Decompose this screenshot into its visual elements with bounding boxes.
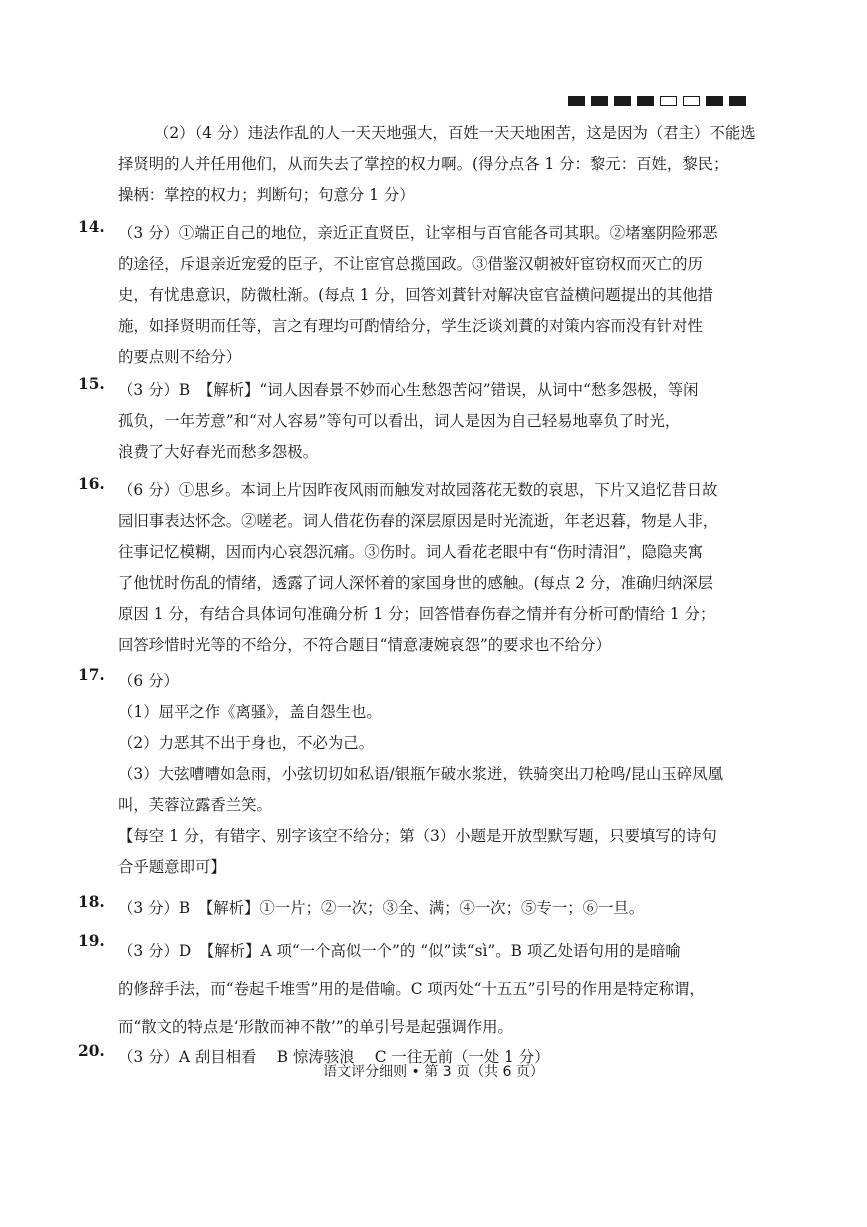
filled-square-mark xyxy=(729,96,746,106)
text-line: 园旧事表达怀念。②嗟老。词人借花伤春的深层原因是时光流逝，年老迟暮，物是人非， xyxy=(118,512,719,530)
text-line: 操柄：掌控的权力；判断句；句意分 1 分） xyxy=(118,186,415,204)
empty-square-mark xyxy=(660,96,677,106)
text-line: 【每空 1 分，有错字、别字该空不给分；第（3）小题是开放型默写题，只要填写的诗句 xyxy=(118,827,717,845)
text-line: 往事记忆模糊，因而内心哀怨沉痛。③伤时。词人看花老眼中有“伤时清泪”，隐隐夹寓 xyxy=(118,543,704,561)
item-18 xyxy=(78,893,758,924)
item-15 xyxy=(78,375,758,468)
text-line: 孤负，一年芳意”和“对人容易”等句可以看出，词人是因为自己轻易地辜负了时光， xyxy=(118,412,681,430)
text-line: （3 分）B 【解析】①一片；②一次；③全、满；④一次；⑤专一；⑥一旦。 xyxy=(118,899,645,917)
question-number: 15. xyxy=(78,375,105,393)
header-marks xyxy=(568,96,746,106)
text-line: 而“散文的特点是‘形散而神不散’”的单引号是起强调作用。 xyxy=(118,1018,513,1036)
text-line: 择贤明的人并任用他们，从而失去了掌控的权力啊。(得分点各 1 分：黎元：百姓，黎民； xyxy=(118,155,729,173)
item-16 xyxy=(78,475,758,661)
question-number: 14. xyxy=(78,218,105,236)
item-14 xyxy=(78,218,758,373)
text-line: 了他忧时伤乱的情绪，透露了词人深怀着的家国身世的感触。(每点 2 分，准确归纳深层 xyxy=(118,574,714,592)
text-line: （6 分） xyxy=(118,672,179,690)
text-line: 浪费了大好春光而愁多怨极。 xyxy=(118,443,319,461)
question-number: 17. xyxy=(78,666,105,684)
text-line: （3 分）A 刮目相看 B 惊涛骇浪 C 一往无前（一处 1 分） xyxy=(118,1048,550,1066)
text-line: 施，如择贤明而任等，言之有理均可酌情给分，学生泛谈刘蕡的对策内容而没有针对性 xyxy=(118,317,703,335)
text-line: （3）大弦嘈嘈如急雨，小弦切切如私语/银瓶乍破水浆迸，铁骑突出刀枪鸣/昆山玉碎凤凰 xyxy=(118,765,724,783)
question-number: 16. xyxy=(78,475,105,493)
text-line: （2）力恶其不出于身也，不必为己。 xyxy=(118,734,375,752)
filled-square-mark xyxy=(706,96,723,106)
text-line: （2）（4 分）违法作乱的人一天天地强大，百姓一天天地困苦，这是因为（君主）不能选 xyxy=(154,124,756,142)
text-line: （6 分）①思乡。本词上片因昨夜风雨而触发对故园落花无数的哀思，下片又追忆昔日故 xyxy=(118,481,718,499)
item-17 xyxy=(78,666,758,883)
question-number: 20. xyxy=(78,1042,105,1060)
text-line: 叫，芙蓉泣露香兰笑。 xyxy=(118,796,272,814)
text-line: 合乎题意即可】 xyxy=(118,858,226,876)
text-line: （3 分）B 【解析】“词人因春景不妙而心生愁怨苦闷”错误，从词中“愁多怨极，等闲 xyxy=(118,381,699,399)
item-19 xyxy=(78,932,758,1046)
filled-square-mark xyxy=(591,96,608,106)
filled-square-mark xyxy=(614,96,631,106)
text-line: 回答珍惜时光等的不给分，不符合题目“情意凄婉哀怨”的要求也不给分） xyxy=(118,636,611,654)
text-line: （1）屈平之作《离骚》，盖自怨生也。 xyxy=(118,703,382,721)
empty-square-mark xyxy=(683,96,700,106)
filled-square-mark xyxy=(568,96,585,106)
question-number: 19. xyxy=(78,932,105,950)
filled-square-mark xyxy=(637,96,654,106)
text-line: 的修辞手法，而“卷起千堆雪”用的是借喻。C 项丙处“十五五”引号的作用是特定称谓， xyxy=(118,980,705,998)
question-number: 18. xyxy=(78,893,105,911)
page-footer: 语文评分细则 • 第 3 页（共 6 页） xyxy=(323,1064,544,1080)
item-13-2 xyxy=(118,118,758,211)
text-line: 史，有忧患意识，防微杜渐。(每点 1 分，回答刘蕡针对解决宦官益横问题提出的其他措 xyxy=(118,286,714,304)
text-line: 的途径，斥退亲近宠爱的臣子，不让宦官总揽国政。③借鉴汉朝被奸宦窃权而灭亡的历 xyxy=(118,255,703,273)
text-line: 的要点则不给分） xyxy=(118,348,242,366)
text-line: （3 分）①端正自己的地位，亲近正直贤臣，让宰相与百官能各司其职。②堵塞阴险邪恶 xyxy=(118,224,718,242)
text-line: （3 分）D 【解析】A 项“一个高似一个”的 “似”读“sì”。B 项乙处语句用的是暗喻 xyxy=(118,942,681,960)
text-line: 原因 1 分，有结合具体词句准确分析 1 分；回答惜春伤春之情并有分析可酌情给 1 分； xyxy=(118,605,716,623)
